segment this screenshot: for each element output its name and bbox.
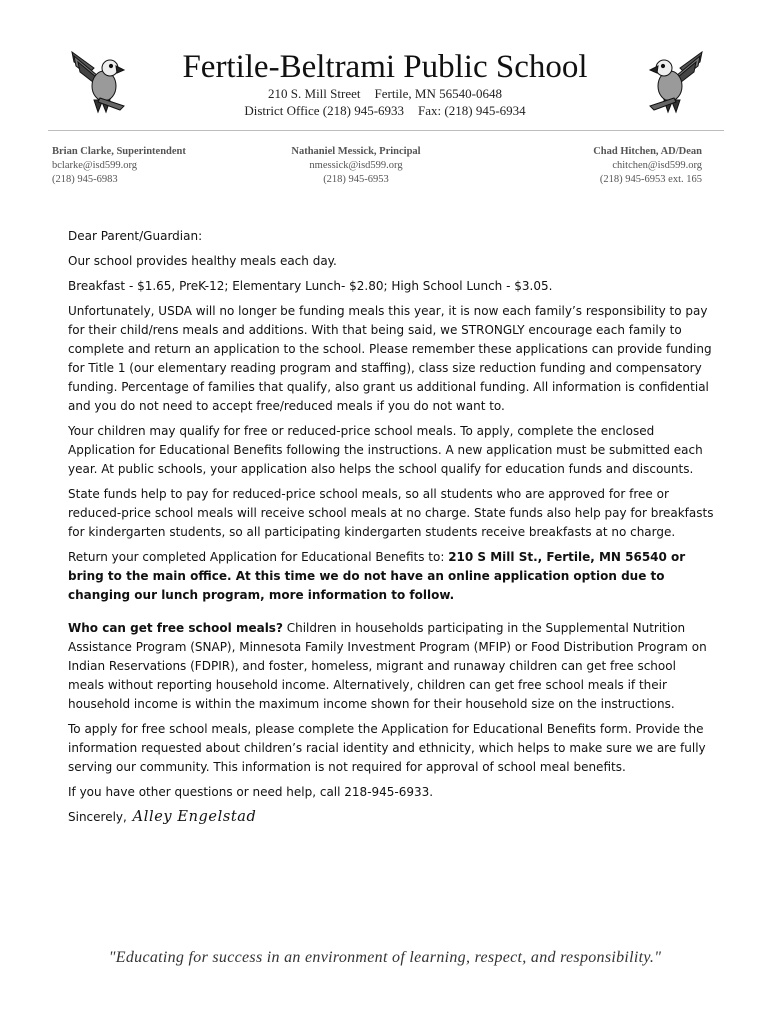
paragraph-usda-funding: Unfortunately, USDA will no longer be funding meals this year, it is now each family’s responsibility to pay for their child/rens meals and additions. With that being said, we STRONGLY encourage each family to complete and return an application to the school. Please remember these applications can provide funding for Title 1 (our elementary reading program and staffing), class size reduction funding and compensatory funding. Percentage of families that qualify, also grant us additional funding. All information is confidential and you do not need to accept free/reduced meals if you do not want to. [68, 304, 712, 413]
return-address-bold: 210 S Mill St., Fertile, MN 56540 or bring to the main office. At this time we do not have an online application option due to changing our lunch program, more information to follow. [68, 550, 686, 602]
staff-name: Brian Clarke, Superintendent [52, 146, 186, 157]
paragraph-state-funds: State funds help to pay for reduced-price school meals, so all students who are approved for free or reduced-price school meals will receive school meals at no charge. State funds also help pay for breakfasts for kindergarten students, so all participating kindergarten students receive breakfasts at no charge. [68, 487, 714, 539]
staff-email: chitchen@isd599.org [612, 160, 702, 171]
staff-phone: (218) 945-6983 [52, 174, 118, 185]
signature: Alley Engelstad [132, 809, 257, 825]
paragraph-questions: If you have other questions or need help, call 218-945-6933. [68, 785, 434, 799]
school-motto: "Educating for success in an environment of learning, respect, and responsibility." [108, 949, 662, 966]
who-qualifies-text: Children in households participating in the Supplemental Nutrition Assistance Program (SNAP), Minnesota Family Investment Program (MFIP) or Food Distribution Program on Indian Reservations (FDPIR), and foster, homeless, migrant and runaway children can get free school meals without reporting household income. Alternatively, children can get free school meals if their household income is within the maximum income shown for their household size on the instructions. [68, 621, 707, 711]
paragraph-qualify: Your children may qualify for free or reduced-price school meals. To apply, complete the enclosed Application for Educational Benefits following the instructions. A new application must be submitted each year. At public schools, your application also helps the school qualify for education funds and discounts. [68, 424, 703, 476]
closing-line [68, 808, 714, 827]
return-lead-text: Return your completed Application for Educational Benefits to: [68, 550, 449, 564]
fax-number: Fax: (218) 945-6934 [418, 103, 526, 118]
paragraph-meal-prices: Breakfast - $1.65, PreK-12; Elementary Lunch- $2.80; High School Lunch - $3.05. [68, 279, 553, 293]
header-divider [48, 130, 724, 131]
staff-email: bclarke@isd599.org [52, 160, 137, 171]
staff-name: Chad Hitchen, AD/Dean [593, 146, 702, 157]
paragraph-who-qualifies [68, 619, 714, 714]
letter-body [68, 227, 714, 833]
address-line [0, 86, 770, 102]
closing: Sincerely, [68, 810, 127, 824]
who-qualifies-heading: Who can get free school meals? [68, 621, 283, 635]
school-name: Fertile-Beltrami Public School [182, 49, 588, 85]
office-phone: District Office (218) 945-6933 [244, 103, 405, 118]
staff-ad-dean [482, 145, 702, 187]
salutation: Dear Parent/Guardian: [68, 229, 203, 243]
staff-principal [246, 145, 466, 187]
street-address: 210 S. Mill Street [268, 86, 361, 101]
staff-superintendent [52, 145, 272, 187]
paragraph-return-application [68, 548, 714, 605]
paragraph-apply-instructions: To apply for free school meals, please complete the Application for Educational Benefits form. Provide the information requested about children’s racial identity and ethnicity, which helps to make sure we are fully serving our community. This information is not required for approval of school meal benefits. [68, 722, 706, 774]
city-address: Fertile, MN 56540-0648 [374, 86, 502, 101]
staff-phone: (218) 945-6953 ext. 165 [599, 174, 702, 185]
paragraph-healthy-meals: Our school provides healthy meals each day. [68, 254, 337, 268]
contact-line [0, 103, 770, 119]
staff-name: Nathaniel Messick, Principal [291, 146, 421, 157]
staff-email: nmessick@isd599.org [309, 160, 403, 171]
staff-phone: (218) 945-6953 [323, 174, 389, 185]
